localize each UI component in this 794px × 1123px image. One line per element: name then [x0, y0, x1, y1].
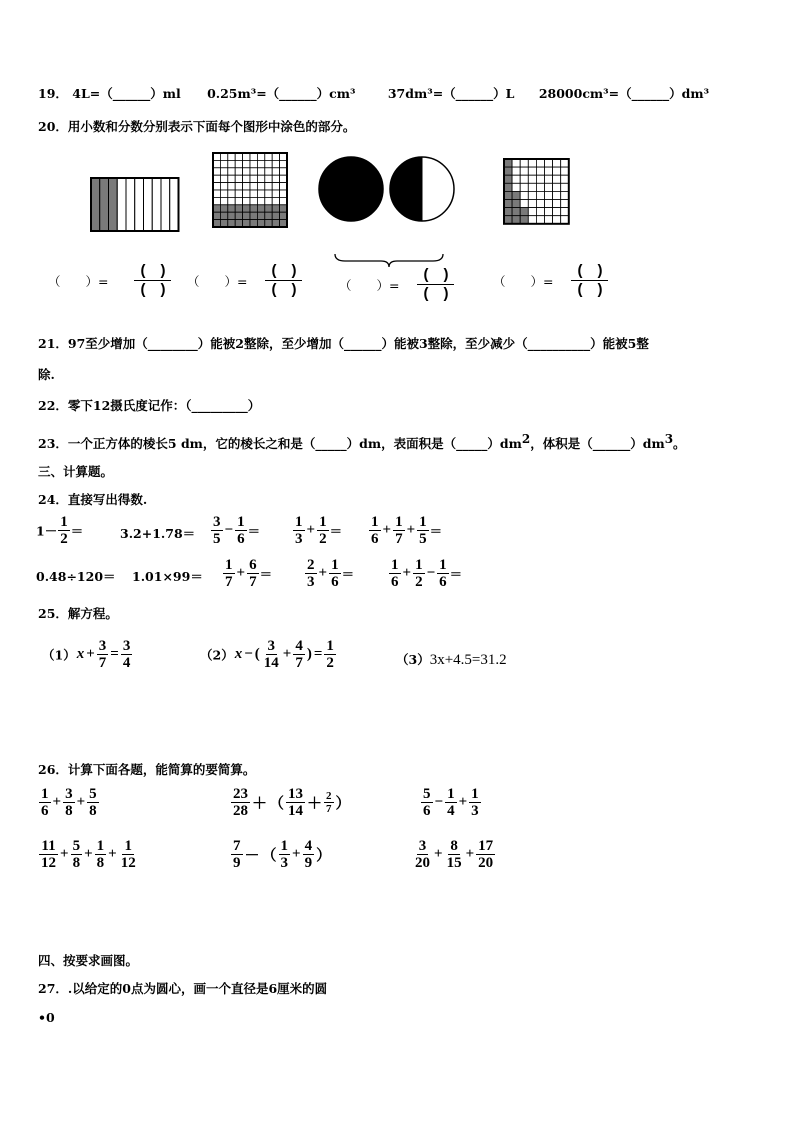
q26-expr-3: $\frac{5}{6}$ − $\frac{1}{4}$ + $\frac{1}{3}$ — [423, 786, 479, 819]
q19: 19． 4L=（______）ml 0.25m³=（______）cm³ 37dm³=（______）L 28000cm³=（______）dm³ — [38, 86, 710, 101]
q26-expr-6: $\frac{3}{20}$ + $\frac{8}{15}$ + $\frac{17}{20}$ — [415, 838, 494, 871]
q19-item-3[interactable]: 37dm³=（______）L — [387, 86, 515, 101]
q25-eq-2: （2）x − ( $\frac{3}{14}$ + $\frac{4}{7}$ ) = $\frac{1}{2}$ — [200, 638, 334, 671]
q19-item-2[interactable]: 0.25m³=（______）cm³ — [207, 86, 356, 101]
q27-center-point[interactable]: •0 — [38, 1010, 55, 1025]
q20-answer-4[interactable]: （ ）= ( ) ( ) — [493, 262, 608, 299]
q25-eq-3: （3）3x+4.5=31.2 — [396, 652, 507, 668]
q26-expr-5: $\frac{7}{9}$ － （ $\frac{1}{3}$ + $\frac{4}{9}$ ） — [233, 838, 332, 871]
q21-line-1: 21．97至少增加（________）能被2整除，至少增加（______）能被3整除，至少减少（__________）能被5整 — [38, 336, 649, 351]
section-3-title: 三、计算题。 — [38, 464, 114, 479]
q22: 22．零下12摄氏度记作：（_________） — [38, 398, 261, 413]
figure-grid-64 — [504, 159, 569, 224]
q20-answer-2[interactable]: （ ）= ( ) ( ) — [187, 262, 302, 299]
figure-circle-half — [390, 157, 454, 221]
q24-expr-4: $\frac{1}{3}$ + $\frac{1}{2}$ ＝ — [295, 514, 343, 547]
q24-expr-2: 3.2+1.78＝ — [120, 526, 196, 541]
q19-item-4[interactable]: 28000cm³=（______）dm³ — [538, 86, 710, 101]
figure-circle-full — [319, 157, 383, 221]
q24-expr-3: $\frac{3}{5}$ − $\frac{1}{6}$ ＝ — [213, 514, 261, 547]
q24-expr-10: $\frac{1}{6}$ + $\frac{1}{2}$ − $\frac{1}{6}$ ＝ — [391, 557, 463, 590]
q21-line-2: 除. — [38, 367, 55, 382]
q24-expr-9: $\frac{2}{3}$ + $\frac{1}{6}$ ＝ — [307, 557, 355, 590]
q26-text: 26．计算下面各题，能简算的要简算。 — [38, 762, 256, 777]
q23: 23．一个正方体的棱长5 dm，它的棱长之和是（_____）dm，表面积是$(\_\_\_\_\_)dm^2$，体积是$(\_\_\_\_\_\_)dm^3$。 — [38, 432, 686, 452]
q25-text: 25．解方程。 — [38, 606, 118, 621]
q20-answer-3[interactable]: （ ）= ( ) ( ) — [339, 266, 454, 303]
q27-text: 27．.以给定的0点为圆心，画一个直径是6厘米的圆 — [38, 981, 328, 996]
q24-expr-1: 1－ $\frac{1}{2}$ ＝ — [36, 514, 84, 547]
q20-answer-1[interactable]: （ ）= ( ) ( ) — [48, 262, 171, 299]
q24-expr-5: $\frac{1}{6}$ + $\frac{1}{7}$ + $\frac{1}{5}$ ＝ — [371, 514, 443, 547]
q24-expr-8: $\frac{1}{7}$ + $\frac{6}{7}$ ＝ — [225, 557, 273, 590]
q25-eq-1: （1）x + $\frac{3}{7}$ = $\frac{3}{4}$ — [42, 638, 131, 671]
q24-expr-7: 1.01×99＝ — [132, 569, 203, 584]
q26-expr-4: $\frac{11}{12}$ + $\frac{5}{8}$ + $\frac{1}{8}$ + $\frac{1}{12}$ — [41, 838, 136, 871]
q24-expr-6: 0.48÷120＝ — [36, 569, 116, 584]
q26-expr-1: $\frac{1}{6}$ + $\frac{3}{8}$ + $\frac{5}{8}$ — [41, 786, 97, 819]
q26-expr-2: $\frac{23}{28}$ ＋ （ $\frac{13}{14}$ ＋ $\frac{2}{7}$ ） — [233, 786, 351, 819]
q20-text: 20．用小数和分数分别表示下面每个图形中涂色的部分。 — [38, 119, 356, 134]
figure-strips — [91, 178, 179, 231]
figure-grid-100 — [213, 153, 287, 227]
q19-item-1[interactable]: 4L=（______）ml — [72, 86, 181, 101]
section-4-title: 四、按要求画图。 — [38, 953, 139, 968]
q24-text: 24．直接写出得数. — [38, 492, 148, 507]
q20-figures — [0, 140, 794, 240]
